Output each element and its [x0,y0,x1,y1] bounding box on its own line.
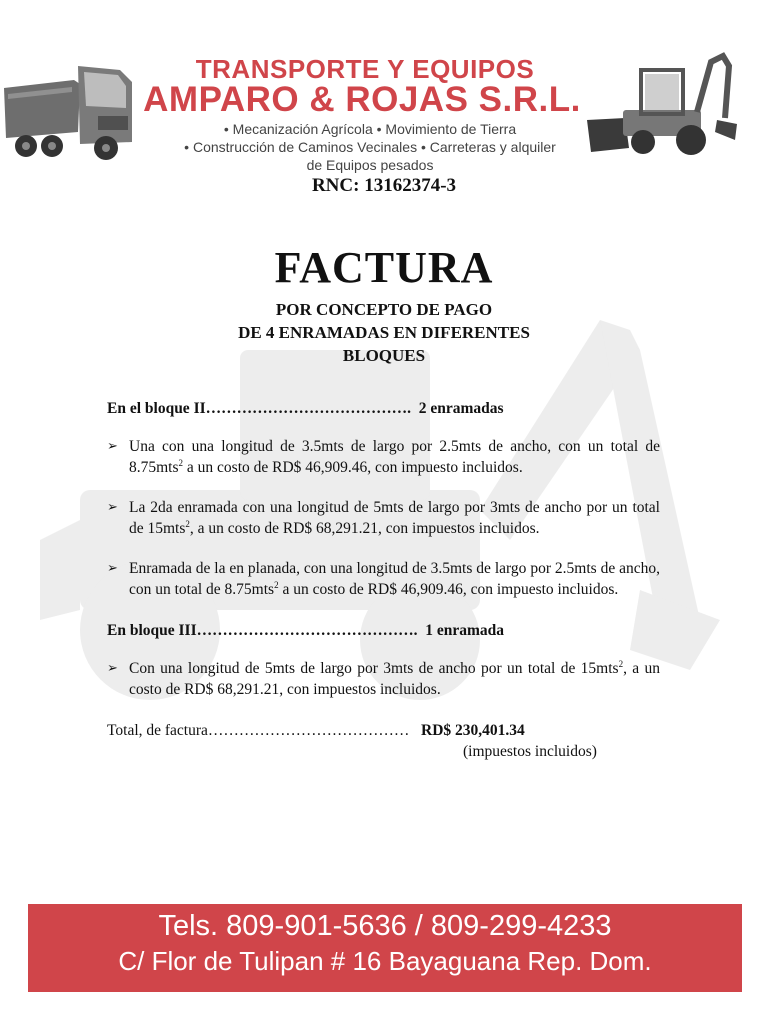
company-name-line2: AMPARO & ROJAS S.R.L. [143,80,581,119]
superscript: 2 [618,658,624,669]
invoice-body [107,398,660,762]
services-list [120,120,620,174]
leader-dots: ……………………………………. [196,622,418,639]
block-count: 1 enramada [425,622,505,639]
total-amount: RD$ 230,401.34 [421,722,525,739]
list-item [107,497,660,539]
address: C/ Flor de Tulipan # 16 Bayaguana Rep. Dom. [118,946,652,976]
phone-numbers: Tels. 809-901-5636 / 809-299-4233 [158,910,612,942]
services-line: de Equipos pesados [306,157,434,173]
item-text: Con una longitud de 5mts de largo por 3mts de ancho por un total de 15mts [129,660,619,677]
block-ii-items [107,436,660,600]
leader-dots: ………………………………… [207,722,410,739]
invoice-total [107,720,660,762]
bullet-arrow-icon: ➢ [107,661,118,676]
total-label: Total, de factura [107,722,208,739]
block-label: En el bloque II [107,400,206,417]
block-label: En bloque III [107,622,197,639]
bullet-arrow-icon: ➢ [107,439,118,454]
bullet-arrow-icon: ➢ [107,500,118,515]
company-name-line1: TRANSPORTE Y EQUIPOS [195,54,535,84]
dump-truck-icon [0,50,140,165]
invoice-title: FACTURA [274,243,494,292]
total-row [107,720,660,741]
leader-dots: …………………………………. [205,400,412,417]
item-text: La 2da enramada con una longitud de 5mts de largo por 3mts de ancho por un total de 15mts [129,499,660,537]
services-line: • Mecanización Agrícola • Movimiento de Tierra [223,121,517,137]
block-count: 2 enramadas [418,400,504,417]
list-item [107,436,660,478]
invoice-subtitle [184,298,584,367]
item-text: , a un costo de RD$ 68,291.21, con impuestos incluidos. [129,660,660,698]
bullet-arrow-icon: ➢ [107,561,118,576]
block-iii-items [107,658,660,700]
subtitle-line: DE 4 ENRAMADAS EN DIFERENTES [238,323,530,342]
item-text: a un costo de RD$ 46,909.46, con impuesto incluidos. [278,581,619,598]
subtitle-line: POR CONCEPTO DE PAGO [275,300,493,319]
item-text: Enramada de la en planada, con una longitud de 3.5mts de largo por 2.5mts de ancho, con un total de 8.75mts [129,560,660,598]
block-ii-heading [107,398,660,419]
subtitle-line: BLOQUES [342,346,426,365]
list-item [107,658,660,700]
superscript: 2 [274,579,279,590]
superscript: 2 [185,518,190,529]
services-line: • Construcción de Caminos Vecinales • Carreteras y alquiler [184,139,556,155]
block-iii-heading [107,620,660,641]
superscript: 2 [178,457,184,468]
list-item [107,558,660,600]
item-text: Una con una longitud de 3.5mts de largo por 2.5mts de ancho, con un total de 8.75mts [129,438,660,476]
item-text: , a un costo de RD$ 68,291.21, con impuestos incluidos. [189,520,540,537]
contact-footer [28,904,742,992]
total-note: (impuestos incluidos) [463,743,597,760]
item-text: a un costo de RD$ 46,909.46, con impuesto incluidos. [183,459,523,476]
rnc-number: RNC: 13162374-3 [311,175,457,196]
